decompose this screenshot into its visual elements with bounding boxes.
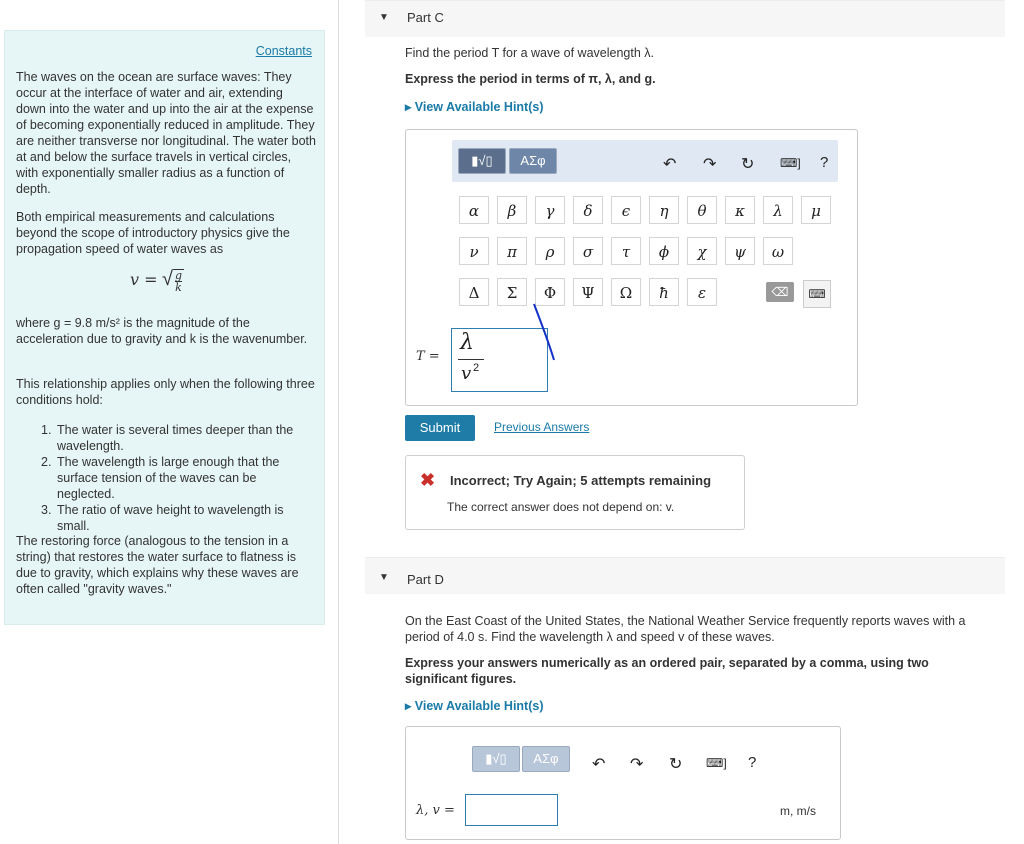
symbol-lambda[interactable]: λ	[763, 196, 793, 224]
greek-symbols-button[interactable]: ΑΣφ	[522, 746, 570, 772]
symbol-beta[interactable]: β	[497, 196, 527, 224]
part-c-hint-link[interactable]: ▸ View Available Hint(s)	[405, 100, 544, 114]
symbol-capital-sigma[interactable]: Σ	[497, 278, 527, 306]
part-c-title: Part C	[407, 10, 444, 25]
symbol-alpha[interactable]: α	[459, 196, 489, 224]
symbol-capital-psi[interactable]: Ψ	[573, 278, 603, 306]
redo-icon[interactable]: ↷	[630, 756, 644, 773]
condition-item: 1. The water is several times deeper than the wavelength.	[41, 423, 294, 453]
answer-exponent: 2	[473, 362, 480, 374]
reset-icon[interactable]: ↻	[741, 156, 755, 173]
part-d-header[interactable]	[365, 557, 1005, 594]
constants-sidebar	[4, 30, 325, 625]
symbol-epsilon[interactable]: ϵ	[611, 196, 641, 224]
symbol-tau[interactable]: τ	[611, 237, 641, 265]
part-d-answer-input[interactable]	[465, 794, 558, 826]
backspace-icon[interactable]: ⌫	[766, 282, 794, 302]
symbol-eta[interactable]: η	[649, 196, 679, 224]
symbol-chi[interactable]: χ	[687, 237, 717, 265]
conditions-list	[16, 422, 316, 534]
greek-symbols-button[interactable]: ΑΣφ	[509, 148, 557, 174]
keyboard-icon[interactable]: ⌨]	[780, 156, 801, 170]
column-divider	[338, 0, 339, 844]
templates-button[interactable]: ▮√▯	[472, 746, 520, 772]
fraction-bar	[458, 359, 484, 360]
constants-link[interactable]: Constants	[255, 44, 312, 58]
part-d-hint-link[interactable]: ▸ View Available Hint(s)	[405, 699, 544, 713]
answer-numerator: λ	[460, 330, 474, 355]
symbol-delta[interactable]: δ	[573, 196, 603, 224]
templates-button[interactable]: ▮√▯	[458, 148, 506, 174]
part-c-answer-label: T =	[416, 349, 440, 364]
symbol-capital-phi[interactable]: Φ	[535, 278, 565, 306]
formula-denominator: k	[175, 281, 182, 294]
restoring-paragraph: The restoring force (analogous to the tension in a string) that restores the water surface to flatness is due to gravity, which explains why these waves are often called "gravity waves."	[16, 534, 299, 596]
symbol-theta[interactable]: θ	[687, 196, 717, 224]
redo-icon[interactable]: ↷	[703, 156, 717, 173]
submit-button[interactable]: Submit	[405, 415, 475, 441]
undo-icon[interactable]: ↶	[592, 756, 606, 773]
incorrect-icon: ✖	[420, 470, 436, 490]
formula-numerator: g	[174, 269, 183, 282]
symbol-sigma[interactable]: σ	[573, 237, 603, 265]
intro-paragraph: The waves on the ocean are surface waves: They occur at the interface of water and air, extending down into the water and up into the air at the expense of becoming exponentially reduced in amplitude. They are neither transverse nor longitudinal. The water both at and below the surface travels in vertical circles, with exponentially smaller radius as a function of depth.	[16, 70, 316, 196]
symbol-kappa[interactable]: κ	[725, 196, 755, 224]
part-d-units: m, m/s	[780, 804, 816, 818]
part-d-instruction: Express your answers numerically as an ordered pair, separated by a comma, using two significant figures.	[405, 656, 929, 686]
symbol-nu[interactable]: ν	[459, 237, 489, 265]
symbol-rho[interactable]: ρ	[535, 237, 565, 265]
answer-denominator: v	[461, 363, 472, 384]
collapse-caret-icon[interactable]: ▼	[379, 572, 389, 583]
symbol-omega[interactable]: ω	[763, 237, 793, 265]
feedback-box	[405, 455, 745, 530]
symbol-phi[interactable]: ϕ	[649, 237, 679, 265]
formula-lhs: v =	[130, 270, 158, 290]
symbol-capital-delta[interactable]: Δ	[459, 278, 489, 306]
reset-icon[interactable]: ↻	[669, 756, 683, 773]
feedback-title: Incorrect; Try Again; 5 attempts remaining	[450, 473, 712, 488]
undo-icon[interactable]: ↶	[663, 156, 677, 173]
previous-answers-link[interactable]: Previous Answers	[494, 420, 590, 434]
part-c-header[interactable]	[365, 0, 1005, 37]
condition-item: 2. The wavelength is large enough that the surface tension of the waves can be neglected.	[41, 455, 280, 501]
symbol-varepsilon[interactable]: ε	[687, 278, 717, 306]
keyboard-icon[interactable]: ⌨]	[706, 756, 727, 770]
help-button[interactable]: ?	[820, 154, 829, 171]
part-d-title: Part D	[407, 572, 444, 587]
condition-item: 3. The ratio of wave height to wavelength is small.	[41, 503, 284, 533]
part-d-answer-label: λ, v =	[416, 803, 455, 818]
symbol-hbar[interactable]: ħ	[649, 278, 679, 306]
feedback-detail: The correct answer does not depend on: v.	[447, 500, 675, 514]
symbol-capital-omega[interactable]: Ω	[611, 278, 641, 306]
symbol-pi[interactable]: π	[497, 237, 527, 265]
part-d-question: On the East Coast of the United States, the National Weather Service frequently reports waves with a period of 4.0 s. Find the wavelength λ and speed v of these waves.	[405, 614, 966, 644]
symbol-mu[interactable]: μ	[801, 196, 831, 224]
part-c-instruction: Express the period in terms of π, λ, and g.	[405, 72, 656, 86]
part-c-question: Find the period T for a wave of wavelength λ.	[405, 46, 654, 60]
text-cursor-annotation	[530, 300, 560, 364]
symbol-gamma[interactable]: γ	[535, 196, 565, 224]
symbol-psi[interactable]: ψ	[725, 237, 755, 265]
help-button[interactable]: ?	[748, 754, 757, 771]
collapse-caret-icon[interactable]: ▼	[379, 12, 389, 23]
gravity-paragraph: where g = 9.8 m/s² is the magnitude of the acceleration due to gravity and k is the wavenumber.	[16, 316, 308, 346]
keyboard-toggle-icon[interactable]: ⌨	[803, 280, 831, 308]
conditions-intro: This relationship applies only when the following three conditions hold:	[16, 377, 315, 407]
speed-paragraph: Both empirical measurements and calculations beyond the scope of introductory physics give the propagation speed of water waves as	[16, 210, 290, 256]
speed-formula: v = √ $\frac{g}{k}$	[130, 268, 183, 294]
